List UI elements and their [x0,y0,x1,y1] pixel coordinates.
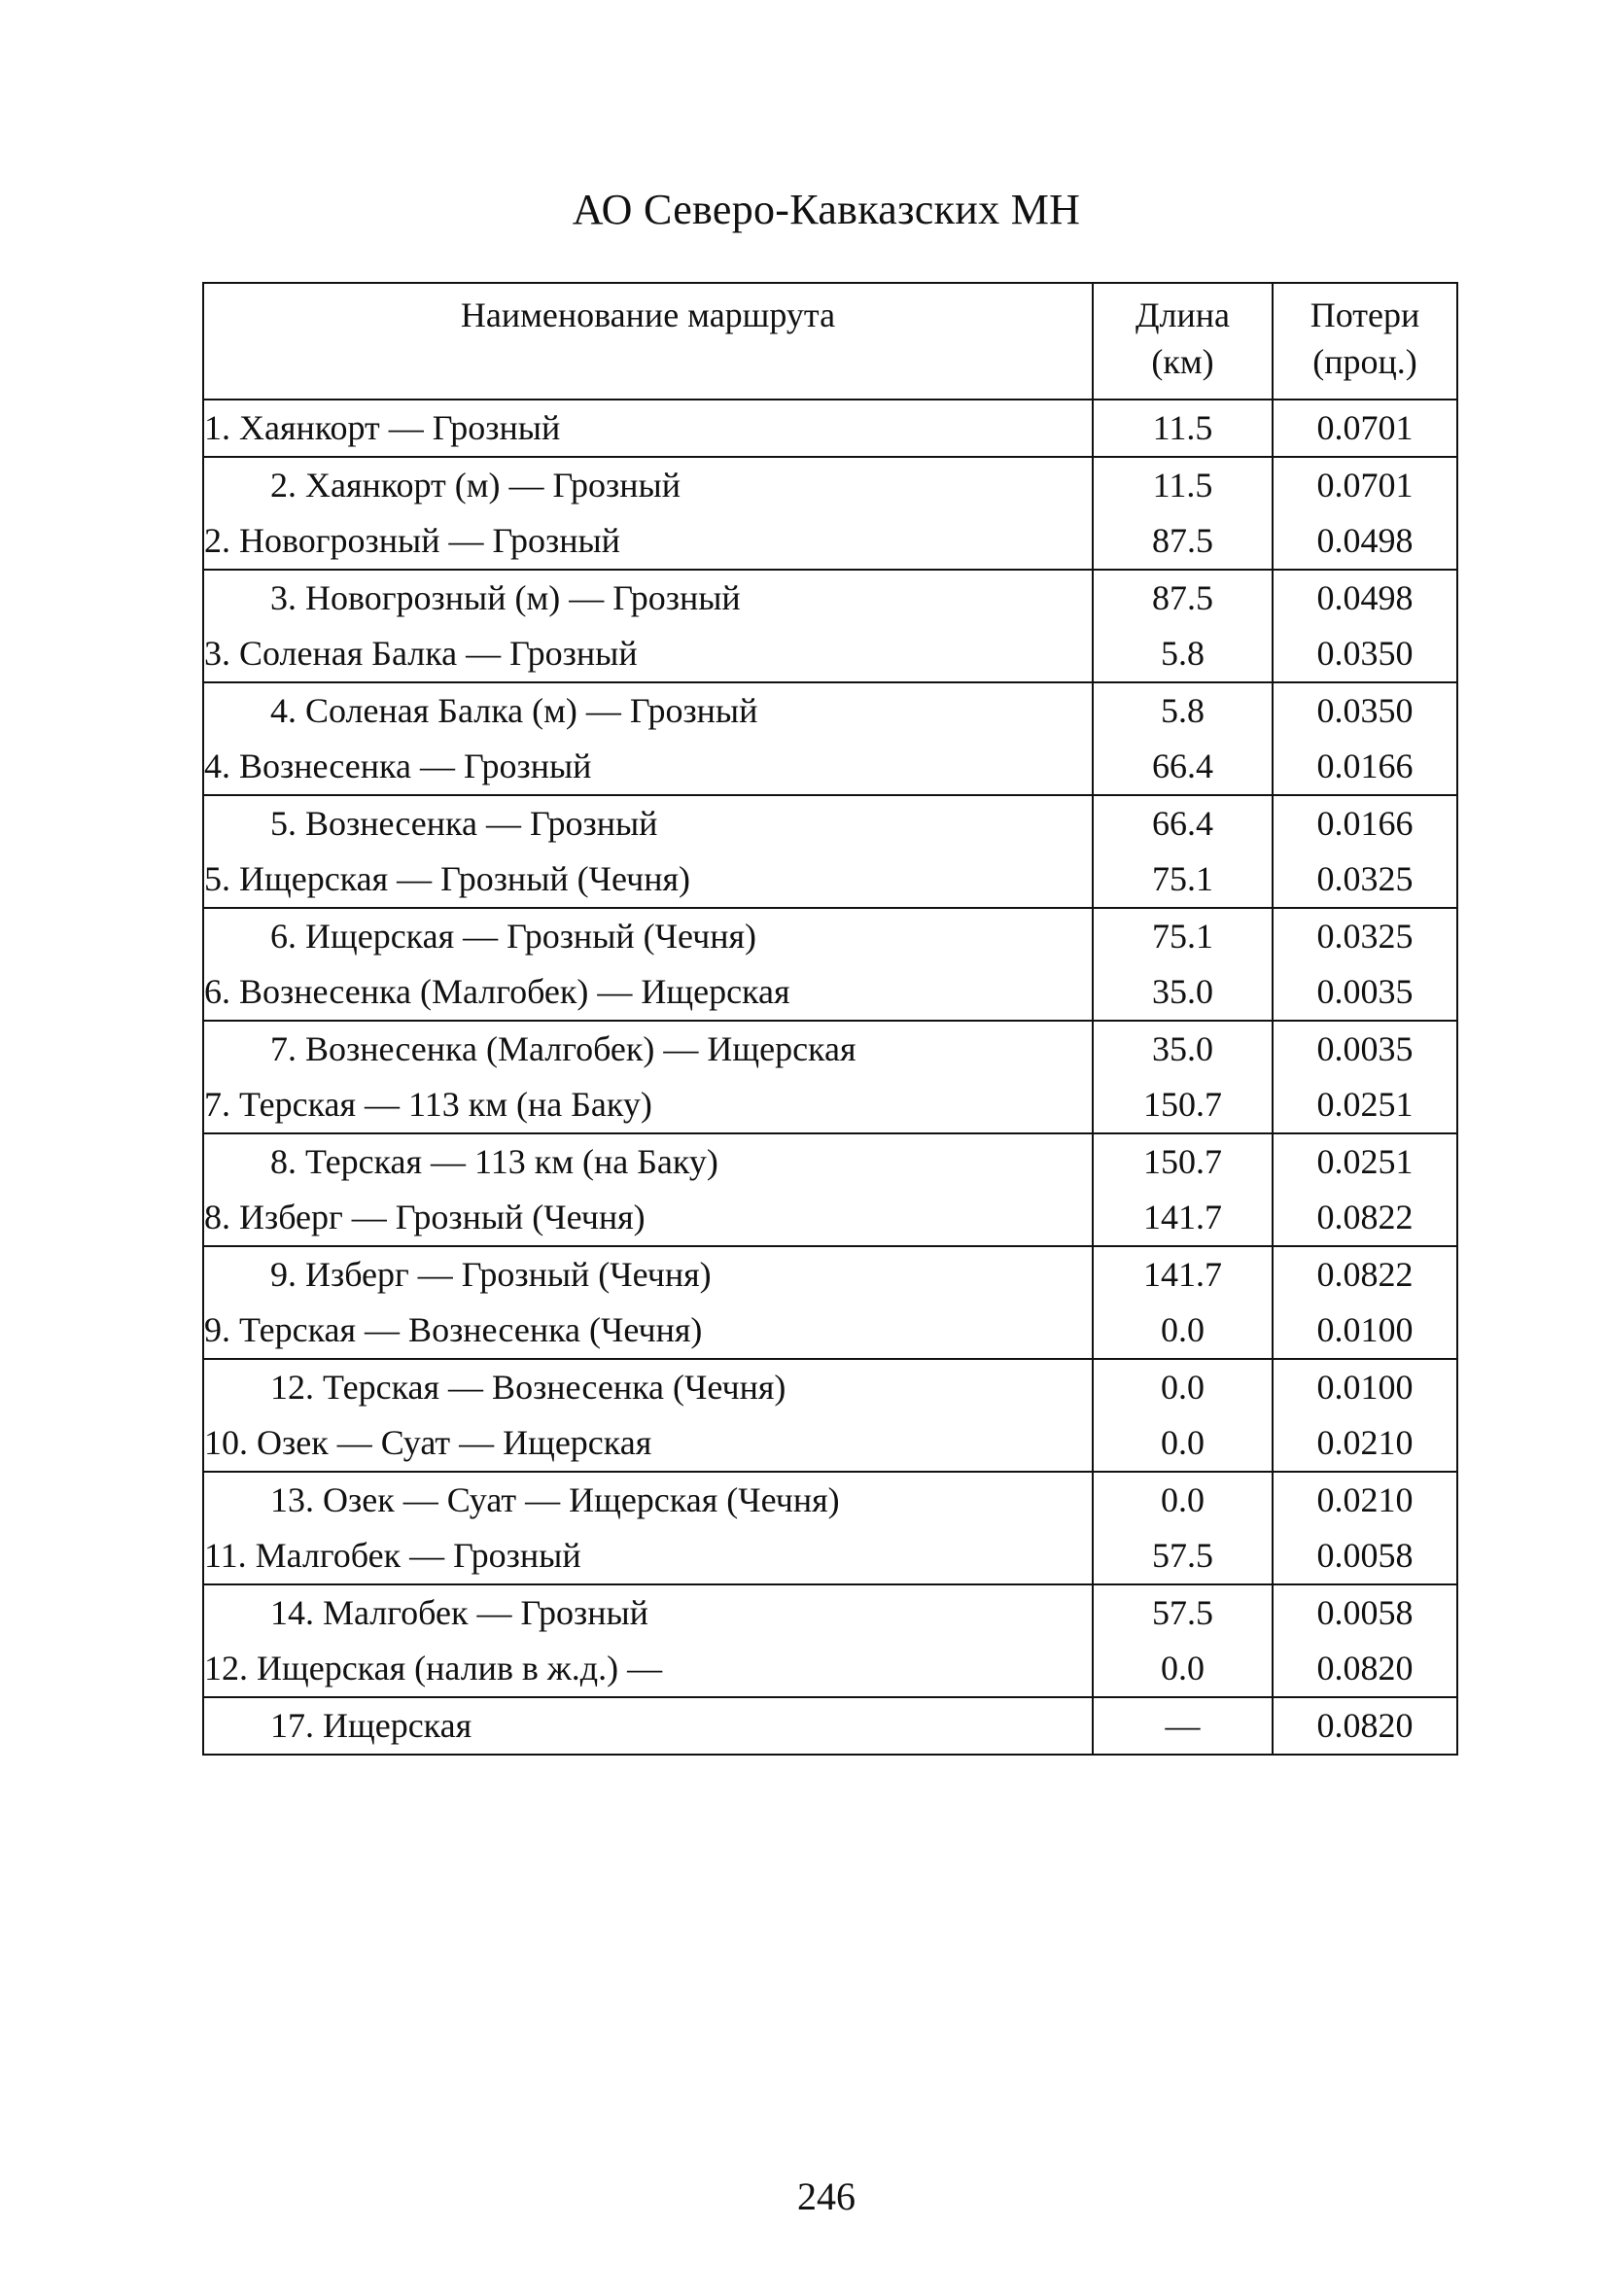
table-row [203,1190,1457,1246]
losses-cell: 0.0035 [1273,1021,1457,1077]
length-cell: 141.7 [1093,1246,1273,1303]
losses-cell: 0.0325 [1273,908,1457,964]
table-row [203,1472,1457,1528]
routes-table [202,282,1458,1756]
length-cell: 0.0 [1093,1641,1273,1697]
table-row [203,457,1457,513]
route-name-cell: 3. Новогрозный (м) — Грозный [203,570,1093,626]
header-route-name: Наименование маршрута [203,283,1093,400]
table-row [203,400,1457,457]
length-cell: 57.5 [1093,1528,1273,1584]
length-cell: 141.7 [1093,1190,1273,1246]
losses-cell: 0.0100 [1273,1359,1457,1415]
table-row [203,964,1457,1021]
table-row [203,1528,1457,1584]
route-name-cell: 4. Соленая Балка (м) — Грозный [203,682,1093,739]
length-cell: 75.1 [1093,908,1273,964]
route-name-cell: 6. Вознесенка (Малгобек) — Ищерская [203,964,1093,1021]
length-cell: 5.8 [1093,682,1273,739]
losses-cell: 0.0350 [1273,682,1457,739]
table-row [203,626,1457,682]
length-cell: 11.5 [1093,457,1273,513]
route-name-cell: 4. Вознесенка — Грозный [203,739,1093,795]
length-cell: 35.0 [1093,964,1273,1021]
page-number: 246 [797,2174,856,2218]
length-cell: 150.7 [1093,1133,1273,1190]
route-name-cell: 3. Соленая Балка — Грозный [203,626,1093,682]
page-title: АО Северо-Кавказских МН [572,186,1081,233]
route-name-cell: 9. Изберг — Грозный (Чечня) [203,1246,1093,1303]
route-name-cell: 12. Ищерская (налив в ж.д.) — [203,1641,1093,1697]
route-name-cell: 6. Ищерская — Грозный (Чечня) [203,908,1093,964]
table-row [203,1697,1457,1755]
losses-cell: 0.0325 [1273,852,1457,908]
route-name-cell: 11. Малгобек — Грозный [203,1528,1093,1584]
length-cell: 11.5 [1093,400,1273,457]
table-row [203,1133,1457,1190]
header-losses: Потери (проц.) [1273,283,1457,400]
table-row [203,1021,1457,1077]
length-cell: 75.1 [1093,852,1273,908]
route-name-cell: 1. Хаянкорт — Грозный [203,400,1093,457]
route-name-cell: 10. Озек — Суат — Ищерская [203,1415,1093,1472]
losses-cell: 0.0210 [1273,1415,1457,1472]
table-row [203,739,1457,795]
route-name-cell: 9. Терская — Вознесенка (Чечня) [203,1303,1093,1359]
length-cell: 0.0 [1093,1359,1273,1415]
losses-cell: 0.0100 [1273,1303,1457,1359]
length-cell: 57.5 [1093,1584,1273,1641]
length-cell: 87.5 [1093,513,1273,570]
length-cell: 35.0 [1093,1021,1273,1077]
table-row [203,1641,1457,1697]
header-row [203,283,1457,400]
length-cell: 0.0 [1093,1415,1273,1472]
route-name-cell: 17. Ищерская [203,1697,1093,1755]
table-row [203,570,1457,626]
losses-cell: 0.0058 [1273,1528,1457,1584]
length-cell: 66.4 [1093,795,1273,852]
table-row [203,795,1457,852]
losses-cell: 0.0701 [1273,400,1457,457]
length-cell: — [1093,1697,1273,1755]
table-row [203,513,1457,570]
route-name-cell: 2. Новогрозный — Грозный [203,513,1093,570]
route-name-cell: 5. Ищерская — Грозный (Чечня) [203,852,1093,908]
table-row [203,1415,1457,1472]
table-row [203,1584,1457,1641]
losses-cell: 0.0498 [1273,570,1457,626]
losses-cell: 0.0701 [1273,457,1457,513]
table-row [203,682,1457,739]
losses-cell: 0.0350 [1273,626,1457,682]
table-row [203,1246,1457,1303]
route-name-cell: 7. Терская — 113 км (на Баку) [203,1077,1093,1133]
header-length: Длина (км) [1093,283,1273,400]
losses-cell: 0.0822 [1273,1246,1457,1303]
route-name-cell: 8. Терская — 113 км (на Баку) [203,1133,1093,1190]
length-cell: 150.7 [1093,1077,1273,1133]
length-cell: 5.8 [1093,626,1273,682]
losses-cell: 0.0166 [1273,739,1457,795]
losses-cell: 0.0820 [1273,1697,1457,1755]
losses-cell: 0.0058 [1273,1584,1457,1641]
losses-cell: 0.0820 [1273,1641,1457,1697]
losses-cell: 0.0035 [1273,964,1457,1021]
losses-cell: 0.0498 [1273,513,1457,570]
route-name-cell: 2. Хаянкорт (м) — Грозный [203,457,1093,513]
route-name-cell: 5. Вознесенка — Грозный [203,795,1093,852]
length-cell: 87.5 [1093,570,1273,626]
table-row [203,1077,1457,1133]
table-row [203,1303,1457,1359]
route-name-cell: 8. Изберг — Грозный (Чечня) [203,1190,1093,1246]
losses-cell: 0.0210 [1273,1472,1457,1528]
losses-cell: 0.0822 [1273,1190,1457,1246]
route-name-cell: 12. Терская — Вознесенка (Чечня) [203,1359,1093,1415]
table-row [203,908,1457,964]
length-cell: 0.0 [1093,1303,1273,1359]
route-name-cell: 7. Вознесенка (Малгобек) — Ищерская [203,1021,1093,1077]
table-row [203,1359,1457,1415]
route-name-cell: 14. Малгобек — Грозный [203,1584,1093,1641]
route-name-cell: 13. Озек — Суат — Ищерская (Чечня) [203,1472,1093,1528]
length-cell: 0.0 [1093,1472,1273,1528]
length-cell: 66.4 [1093,739,1273,795]
losses-cell: 0.0251 [1273,1077,1457,1133]
table-row [203,852,1457,908]
losses-cell: 0.0166 [1273,795,1457,852]
losses-cell: 0.0251 [1273,1133,1457,1190]
